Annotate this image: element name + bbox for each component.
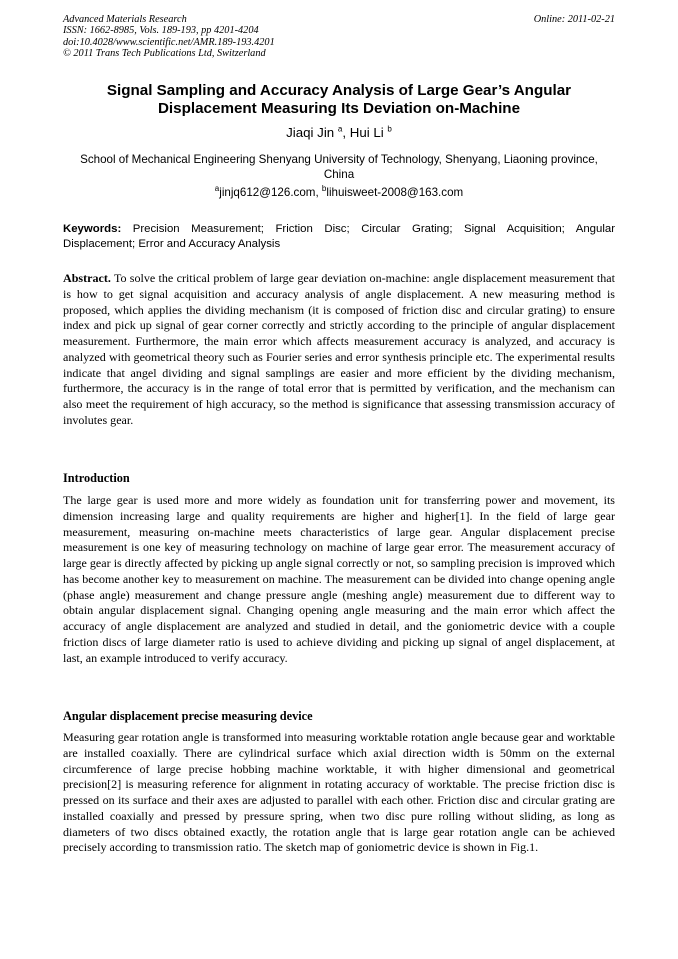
journal-name: Advanced Materials Research <box>63 14 187 25</box>
keywords-text: Precision Measurement; Friction Disc; Circular Grating; Signal Acquisition; Angular Displacement; Error and Accuracy Analysis <box>63 223 615 250</box>
author-list <box>63 125 615 141</box>
title-line-2: Displacement Measuring Its Deviation on-Machine <box>157 100 521 117</box>
email-separator: , <box>315 186 322 199</box>
author-affil-mark: a <box>337 124 343 134</box>
author-emails <box>63 185 615 200</box>
abstract-block <box>63 271 615 429</box>
author-affil-mark: b <box>387 124 392 134</box>
keywords-block <box>63 222 615 252</box>
introduction-paragraph: The large gear is used more and more widely as foundation unit for transferring power and movement, its dimension increasing large and quality requirements are higher and higher[1]. In the field of large gear measurement, measuring on-machine meets characteristics of large gear. Angular displacement precise measurement is one key of measuring technology on machine of large gear error. The measurement accuracy of large gear is directly affected by picking up angle signal correctly or not, so sampling precision is improved which has become another key to measurement on machine. The measurement can be divided into change opening angle (phase angle) measurement and change pressure angle (meshing angle) measurement due to different way to obtain angular displacement signal. Changing opening angle measuring and the main error which affect the accuracy of angle displacement are analyzed and studied in detail, and the goniometric device with a couple friction discs of large diameter ratio is used to achieve dividing and picking up signal of angel displacement, at last, an example introduced to verify accuracy. <box>63 493 615 665</box>
author-name: Hui Li <box>349 125 384 140</box>
paper-title <box>63 82 615 118</box>
affiliation: School of Mechanical Engineering Shenyang University of Technology, Shenyang, Liaoning province, China <box>80 153 598 181</box>
angular-device-paragraph: Measuring gear rotation angle is transformed into measuring worktable rotation angle because gear and worktable are installed coaxially. There are cylindrical surface which axial direction width is 50mm on the external circumference of large precise hobbing machine worktable, it with higher dimensional and geometrical precision[2] is measuring reference for alignment in rotating accuracy of worktable. The precise friction disc is pressed on its surface and their axes are adjusted to parallel with each other. Friction disc and circular grating are installed coaxially and pressed by pressure spring, when two disc pure rolling without sliding, as long as diameters of two discs obtained exactly, the rotation angle that is large gear rotation angle can be achieved precisely according to transmission ratio. The sketch map of goniometric device is shown in Fig.1. <box>63 730 615 855</box>
author-name: Jiaqi Jin <box>286 125 335 140</box>
email-address: lihuisweet-2008@163.com <box>326 186 464 199</box>
section-heading-angular-device: Angular displacement precise measuring device <box>63 709 313 723</box>
abstract-text: To solve the critical problem of large gear deviation on-machine: angle displacement measurement that is how to get signal acquisition and accuracy analysis of angle displacement. A new measuring method is proposed, which applies the dividing mechanism (it is composed of friction disc and circular grating) to ensure index and pick up signal of gear corner correctly and strictly according to the principle of angular displacement measurement. Furthermore, the main error which affects measurement accuracy is analyzed, and accuracy is analyzed with geometrical theory such as Fourier series and error synthesis principle etc. The experimental results indicate that angel dividing and signal samplings are easier and more efficient by the dividing mechanism, furthermore, the accuracy is in the range of total error that is permitted by verification, and the mechanism can also meet the requirement of high accuracy, so the method is significance that assessing transmission accuracy of involutes gear. <box>63 271 615 427</box>
email-mark: b <box>321 184 327 194</box>
section-heading-introduction: Introduction <box>63 471 130 485</box>
email-mark: a <box>214 184 220 194</box>
online-date: Online: 2011-02-21 <box>533 14 615 25</box>
author-separator: , <box>342 125 350 140</box>
keywords-label: Keywords: <box>63 223 122 235</box>
issn-line: ISSN: 1662-8985, Vols. 189-193, pp 4201-4204 <box>63 25 259 37</box>
journal-header <box>63 14 615 60</box>
email-address: jinjq612@126.com <box>219 186 316 199</box>
title-line-1: Signal Sampling and Accuracy Analysis of Large Gear’s Angular <box>106 82 572 99</box>
abstract-label: Abstract. <box>63 271 111 285</box>
doi-line: doi:10.4028/www.scientific.net/AMR.189-193.4201 <box>63 36 275 48</box>
copyright-line: © 2011 Trans Tech Publications Ltd, Switzerland <box>63 48 266 60</box>
